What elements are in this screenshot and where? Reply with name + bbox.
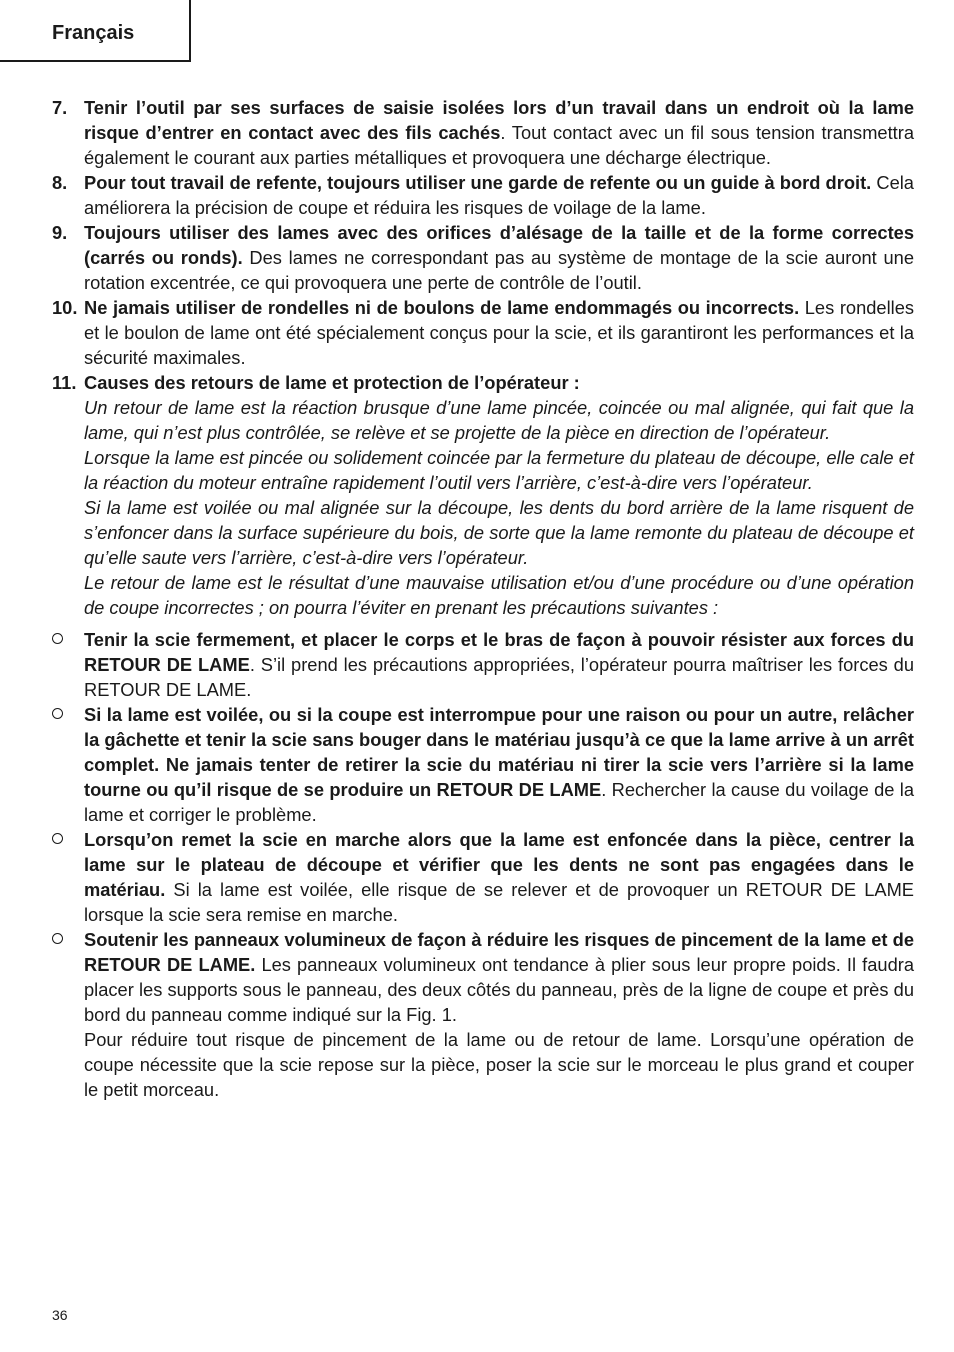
item-text: Cela améliorera la précision de coupe et réduira les risques de voilage de la lame. <box>84 172 914 218</box>
circle-bullet-icon <box>52 933 63 944</box>
item-number: 7. <box>52 97 68 118</box>
bullet-extra-paragraph: Pour réduire tout risque de pincement de la lame ou de retour de lame. Lorsqu’une opération de coupe nécessite que la scie repose sur la pièce, poser la scie sur le morceau le plus grand et couper le petit morceau. <box>84 1029 914 1100</box>
language-label: Français <box>52 22 135 44</box>
numbered-item-8 <box>52 170 914 220</box>
bullet-text: . S’il prend les précautions appropriées, l’opérateur pourra maîtriser les forces du RETOUR DE LAME. <box>84 654 915 700</box>
kickback-paragraph: Si la lame est voilée ou mal alignée sur la découpe, les dents du bord arrière de la lame risquent de s’enfoncer dans la surface supérieure du bois, de sorte que la lame remonte du plateau de découpe et qu’elle saute vers l’arrière, c’est-à-dire vers l’opérateur. <box>84 497 914 568</box>
numbered-item-7 <box>52 95 914 170</box>
bullet-item <box>52 927 914 1102</box>
kickback-paragraph: Le retour de lame est le résultat d’une mauvaise utilisation et/ou d’une procédure ou d’une opération de coupe incorrectes ; on pourra l’éviter en prenant les précautions suivantes : <box>84 572 914 618</box>
bullet-text: Si la lame est voilée, elle risque de se relever et de provoquer un RETOUR DE LAME lorsque la scie sera remise en marche. <box>84 879 914 925</box>
bullet-bold-text: Lorsqu’on remet la scie en marche alors que la lame est enfoncée dans la pièce, centrer la lame sur le plateau de découpe et vérifier que les dents ne sont pas engagées dans le matériau. <box>84 829 914 900</box>
bullet-item <box>52 702 914 827</box>
bullet-text: Les panneaux volumineux ont tendance à plier sous leur propre poids. Il faudra placer les supports sous le panneau, des deux côtés du panneau, près de la ligne de coupe et près du bord du panneau comme indiqué sur la Fig. 1. <box>84 954 915 1025</box>
item-number: 10. <box>52 297 78 318</box>
safety-instructions <box>52 95 914 1102</box>
spacer <box>52 620 914 627</box>
numbered-item-9 <box>52 220 914 295</box>
circle-bullet-icon <box>52 833 63 844</box>
circle-bullet-icon <box>52 708 63 719</box>
item-text: . Tout contact avec un fil sous tension transmettra également le courant aux parties métalliques et provoquera une décharge électrique. <box>84 122 915 168</box>
bullet-item <box>52 627 914 702</box>
bullet-bold-text: Tenir la scie fermement, et placer le corps et le bras de façon à pouvoir résister aux forces du RETOUR DE LAME <box>84 629 914 675</box>
item-text: Des lames ne correspondant pas au système de montage de la scie auront une rotation excentrée, ce qui provoquera une perte de contrôle de l’outil. <box>84 247 914 293</box>
item-heading: Causes des retours de lame et protection de l’opérateur : <box>84 372 580 393</box>
item-number: 11. <box>52 372 77 393</box>
item-number: 8. <box>52 172 68 193</box>
item-bold-text: Ne jamais utiliser de rondelles ni de boulons de lame endommagés ou incorrects. <box>84 297 800 318</box>
kickback-paragraph: Lorsque la lame est pincée ou solidement coincée par la fermeture du plateau de découpe, elle cale et la réaction du moteur entraîne rapidement l’outil vers l’arrière, c’est-à-dire vers l’opérateur. <box>84 447 914 493</box>
bullet-text: . Rechercher la cause du voilage de la lame et corriger le problème. <box>84 779 915 825</box>
item-number: 9. <box>52 222 68 243</box>
item-text: Les rondelles et le boulon de lame ont été spécialement conçus pour la scie, et ils garantiront les performances et la sécurité maximales. <box>84 297 915 368</box>
numbered-item-10 <box>52 295 914 370</box>
bullet-item <box>52 827 914 927</box>
page-number: 36 <box>52 1307 68 1323</box>
bullet-bold-text: Si la lame est voilée, ou si la coupe est interrompue pour une raison ou pour un autre, relâcher la gâchette et tenir la scie sans bouger dans le matériau jusqu’à ce que la lame arrive à un arrêt complet. Ne jamais tenter de retirer la scie du matériau ni tirer la scie vers l’arrière si la lame tourne ou qu’il risque de se produire un RETOUR DE LAME <box>84 704 914 800</box>
bullet-bold-text: Soutenir les panneaux volumineux de façon à réduire les risques de pincement de la lame et de RETOUR DE LAME. <box>84 929 914 975</box>
circle-bullet-icon <box>52 633 63 644</box>
item-bold-text: Toujours utiliser des lames avec des orifices d’alésage de la taille et de la forme correctes (carrés ou ronds). <box>84 222 914 268</box>
item-bold-text: Tenir l’outil par ses surfaces de saisie isolées lors d’un travail dans un endroit où la lame risque d’entrer en contact avec des fils cachés <box>84 97 914 143</box>
item-bold-text: Pour tout travail de refente, toujours utiliser une garde de refente ou un guide à bord droit. <box>84 172 872 193</box>
numbered-item-11 <box>52 370 914 620</box>
kickback-paragraph: Un retour de lame est la réaction brusque d’une lame pincée, coincée ou mal alignée, qui fait que la lame, qui n’est plus contrôlée, se relève et se projette de la pièce en direction de l’opérateur. <box>84 397 914 443</box>
